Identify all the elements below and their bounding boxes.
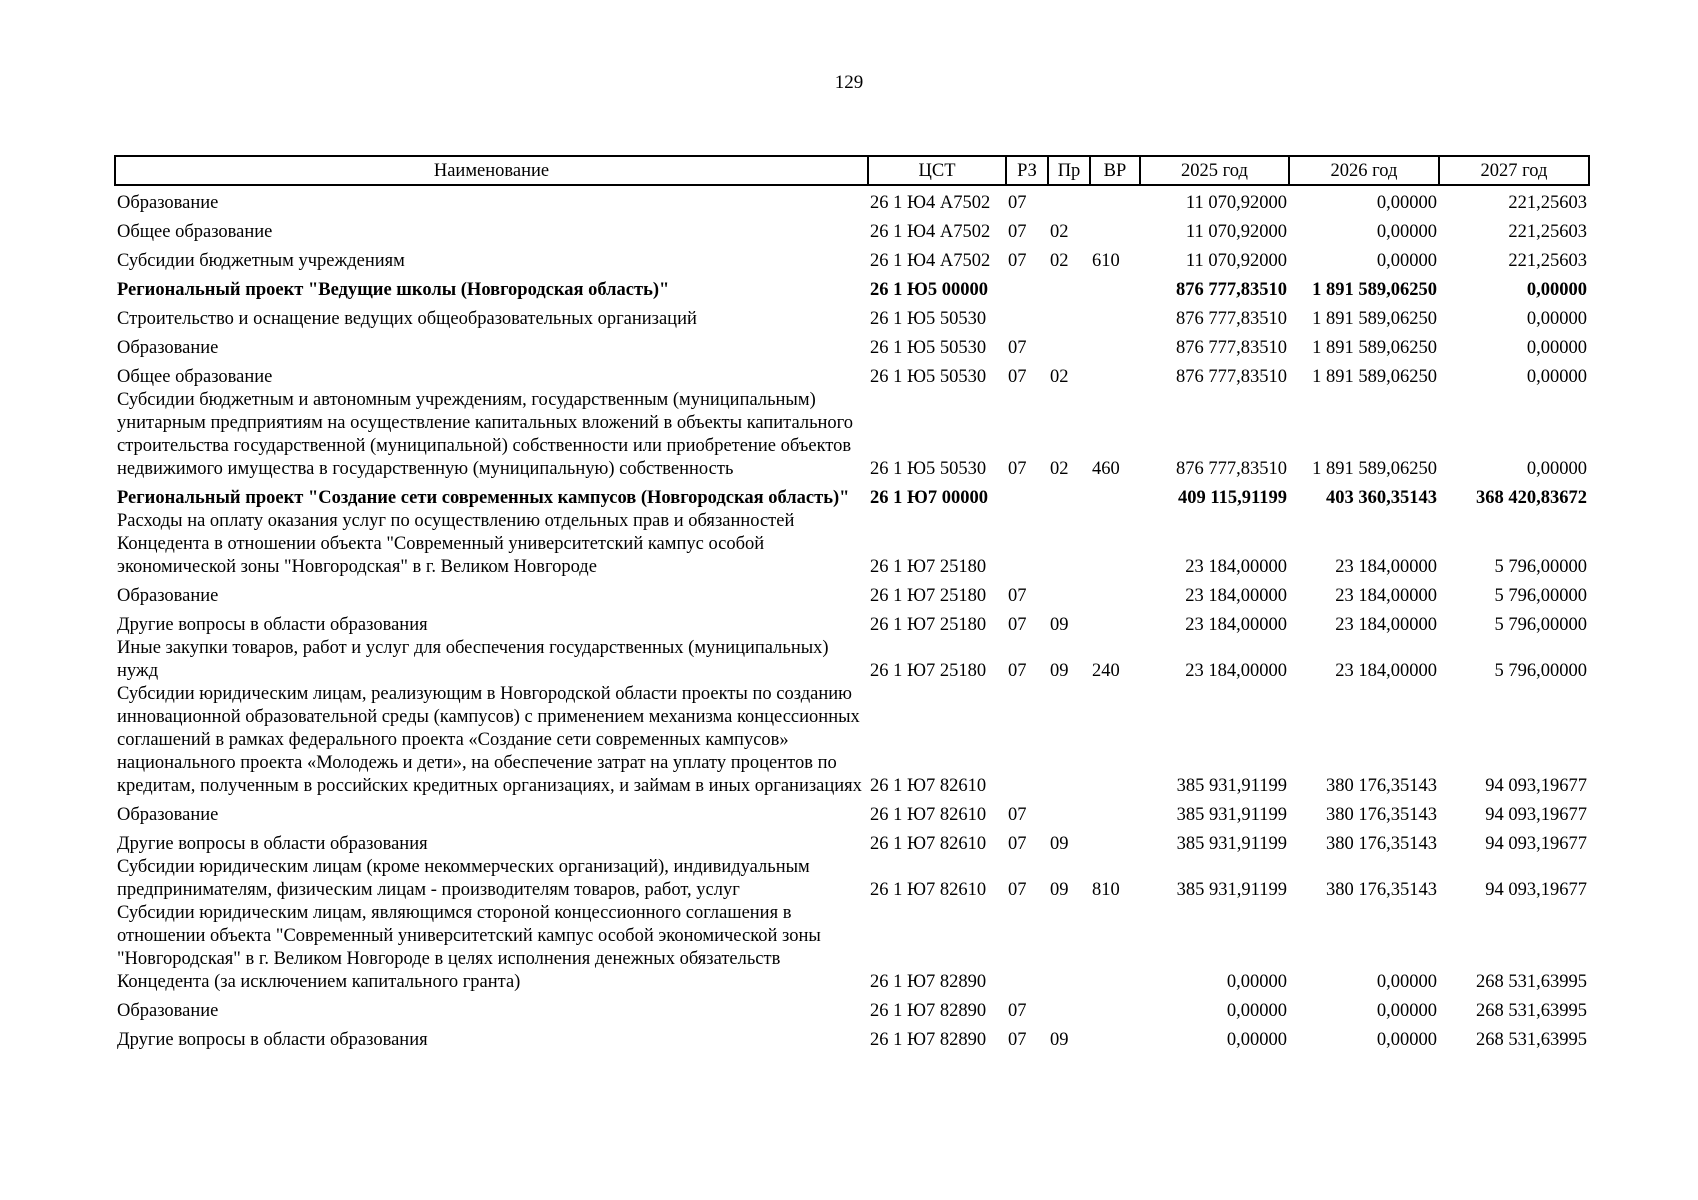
cell-2026: 0,00000 [1376,972,1437,992]
cell-2027: 94 093,19677 [1485,880,1587,900]
cell-pr [1048,902,1090,994]
cell-rz [1006,302,1048,331]
cell-rz [1006,273,1048,302]
cell-name: Региональный проект "Создание сети современных кампусов (Новгородская область)" [117,488,850,508]
cell-name: Субсидии юридическим лицам, являющимся стороной концессионного соглашения в отношении объекта "Современный университетский кампус особой экономической зоны "Новгородская" в г. Великом Новгороде в целях исполнения денежных обязательств Концедента (за исключением капитального гранта) [117,903,821,992]
cell-vr [1090,994,1140,1023]
cell-2025: 23 184,00000 [1185,557,1287,577]
cell-cst: 26 1 Ю5 50530 [870,459,987,479]
cell-name: Образование [117,338,219,358]
cell-name: Общее образование [117,367,273,387]
header-rz: РЗ [1006,156,1048,185]
table-row [115,389,1589,481]
cell-2025: 23 184,00000 [1185,661,1287,681]
table-row [115,185,1589,215]
cell-vr [1090,827,1140,856]
table-row [115,510,1589,579]
cell-rz: 07 [1008,880,1027,900]
cell-pr [1048,579,1090,608]
cell-rz: 07 [1008,367,1027,387]
cell-name: Другие вопросы в области образования [117,615,428,635]
cell-2026: 403 360,35143 [1326,488,1437,508]
cell-2027: 268 531,63995 [1476,972,1587,992]
cell-cst: 26 1 Ю7 82890 [870,972,987,992]
cell-2026: 1 891 589,06250 [1312,280,1437,300]
cell-pr: 02 [1050,222,1069,242]
cell-cst: 26 1 Ю7 25180 [870,586,987,606]
cell-2025: 23 184,00000 [1185,615,1287,635]
cell-2026: 0,00000 [1376,1030,1437,1050]
cell-2027: 94 093,19677 [1485,776,1587,796]
cell-2025: 876 777,83510 [1176,459,1287,479]
cell-cst: 26 1 Ю7 25180 [870,557,987,577]
cell-vr [1090,1023,1140,1052]
budget-table [114,155,1590,1052]
cell-2025: 0,00000 [1226,972,1287,992]
cell-cst: 26 1 Ю7 25180 [870,615,987,635]
cell-vr [1090,185,1140,215]
cell-cst: 26 1 Ю4 А7502 [870,251,991,271]
header-name: Наименование [115,156,868,185]
table-row [115,360,1589,389]
cell-cst: 26 1 Ю5 50530 [870,367,987,387]
cell-rz: 07 [1008,586,1027,606]
cell-2025: 876 777,83510 [1176,309,1287,329]
cell-2026: 0,00000 [1376,251,1437,271]
table-row [115,902,1589,994]
cell-2025: 0,00000 [1226,1001,1287,1021]
cell-2025: 11 070,92000 [1185,222,1287,242]
cell-2027: 5 796,00000 [1494,661,1587,681]
cell-cst: 26 1 Ю5 50530 [870,309,987,329]
table-row [115,827,1589,856]
cell-name: Строительство и оснащение ведущих общеобразовательных организаций [117,309,697,329]
cell-rz [1006,510,1048,579]
cell-2025: 385 931,91199 [1176,880,1287,900]
cell-name: Субсидии юридическим лицам (кроме некоммерческих организаций), индивидуальным предпринимателям, физическим лицам - производителям товаров, работ, услуг [117,857,810,900]
cell-cst: 26 1 Ю7 82890 [870,1001,987,1021]
cell-2025: 385 931,91199 [1176,805,1287,825]
cell-2027: 5 796,00000 [1494,586,1587,606]
cell-2026: 0,00000 [1376,222,1437,242]
cell-rz: 07 [1008,1030,1027,1050]
table-row [115,481,1589,510]
cell-vr [1090,360,1140,389]
cell-2026: 380 176,35143 [1326,834,1437,854]
cell-2026: 1 891 589,06250 [1312,367,1437,387]
cell-pr [1048,302,1090,331]
cell-vr [1090,510,1140,579]
cell-name: Расходы на оплату оказания услуг по осуществлению отдельных прав и обязанностей Концедента в отношении объекта "Современный университетский кампус особой экономической зоны "Новгородская" в г. Великом Новгороде [117,511,795,577]
table-body [115,185,1589,1052]
cell-2025: 23 184,00000 [1185,586,1287,606]
cell-rz: 07 [1008,661,1027,681]
header-2025: 2025 год [1140,156,1289,185]
table-row [115,331,1589,360]
cell-2027: 0,00000 [1526,338,1587,358]
table-row [115,215,1589,244]
cell-pr: 09 [1050,880,1069,900]
cell-2026: 1 891 589,06250 [1312,309,1437,329]
cell-rz: 07 [1008,338,1027,358]
cell-pr: 09 [1050,615,1069,635]
table-row [115,273,1589,302]
cell-2026: 380 176,35143 [1326,776,1437,796]
cell-vr [1090,902,1140,994]
table-row [115,856,1589,902]
cell-vr: 460 [1092,459,1120,479]
cell-cst: 26 1 Ю7 82610 [870,776,987,796]
cell-2025: 876 777,83510 [1176,338,1287,358]
cell-pr [1048,185,1090,215]
cell-pr: 09 [1050,1030,1069,1050]
table-row [115,637,1589,683]
cell-name: Образование [117,1001,219,1021]
cell-pr [1048,481,1090,510]
cell-cst: 26 1 Ю4 А7502 [870,193,991,213]
cell-rz: 07 [1008,459,1027,479]
cell-cst: 26 1 Ю5 50530 [870,338,987,358]
cell-2027: 368 420,83672 [1476,488,1587,508]
cell-rz [1006,902,1048,994]
cell-2026: 380 176,35143 [1326,805,1437,825]
cell-vr [1090,331,1140,360]
cell-2027: 0,00000 [1526,280,1587,300]
cell-2027: 0,00000 [1526,459,1587,479]
cell-cst: 26 1 Ю7 25180 [870,661,987,681]
table-header-row [115,156,1589,185]
cell-cst: 26 1 Ю7 82610 [870,805,987,825]
cell-2027: 268 531,63995 [1476,1030,1587,1050]
cell-cst: 26 1 Ю4 А7502 [870,222,991,242]
cell-2026: 380 176,35143 [1326,880,1437,900]
cell-rz: 07 [1008,834,1027,854]
cell-name: Другие вопросы в области образования [117,1030,428,1050]
cell-pr [1048,331,1090,360]
cell-name: Региональный проект "Ведущие школы (Новгородская область)" [117,280,670,300]
cell-2027: 221,25603 [1508,251,1587,271]
cell-name: Образование [117,193,219,213]
cell-rz: 07 [1008,193,1027,213]
cell-vr [1090,302,1140,331]
cell-2027: 221,25603 [1508,222,1587,242]
cell-2026: 0,00000 [1376,193,1437,213]
cell-name: Субсидии бюджетным и автономным учреждениям, государственным (муниципальным) унитарным предприятиям на осуществление капитальных вложений в объекты капитального строительства государственной (муниципальной) собственности или приобретение объектов недвижимого имущества в государственную (муниципальную) собственность [117,390,854,479]
cell-2025: 385 931,91199 [1176,834,1287,854]
cell-2027: 221,25603 [1508,193,1587,213]
cell-2026: 1 891 589,06250 [1312,459,1437,479]
cell-rz: 07 [1008,251,1027,271]
cell-name: Образование [117,805,219,825]
cell-2026: 23 184,00000 [1335,586,1437,606]
cell-2027: 94 093,19677 [1485,805,1587,825]
header-vr: ВР [1090,156,1140,185]
cell-name: Другие вопросы в области образования [117,834,428,854]
cell-name: Общее образование [117,222,273,242]
cell-2027: 0,00000 [1526,309,1587,329]
cell-2025: 385 931,91199 [1176,776,1287,796]
cell-2026: 1 891 589,06250 [1312,338,1437,358]
cell-pr: 02 [1050,459,1069,479]
cell-2025: 0,00000 [1226,1030,1287,1050]
table-row [115,244,1589,273]
cell-cst: 26 1 Ю7 82610 [870,880,987,900]
cell-cst: 26 1 Ю5 00000 [870,280,988,300]
cell-vr: 610 [1092,251,1120,271]
cell-2026: 0,00000 [1376,1001,1437,1021]
cell-vr: 240 [1092,661,1120,681]
cell-2027: 94 093,19677 [1485,834,1587,854]
cell-rz [1006,481,1048,510]
table-row [115,608,1589,637]
cell-rz: 07 [1008,805,1027,825]
cell-vr [1090,273,1140,302]
cell-vr [1090,798,1140,827]
cell-vr [1090,579,1140,608]
cell-vr [1090,608,1140,637]
cell-2027: 5 796,00000 [1494,557,1587,577]
cell-name: Субсидии бюджетным учреждениям [117,251,405,271]
table-row [115,579,1589,608]
cell-vr [1090,481,1140,510]
cell-cst: 26 1 Ю7 82610 [870,834,987,854]
cell-2026: 23 184,00000 [1335,557,1437,577]
cell-name: Иные закупки товаров, работ и услуг для обеспечения государственных (муниципальных) нужд [117,638,829,681]
cell-2026: 23 184,00000 [1335,615,1437,635]
table-row [115,1023,1589,1052]
header-2027: 2027 год [1439,156,1589,185]
cell-2025: 876 777,83510 [1176,280,1287,300]
cell-2025: 11 070,92000 [1185,193,1287,213]
cell-pr [1048,510,1090,579]
cell-pr [1048,798,1090,827]
table-row [115,994,1589,1023]
cell-pr: 09 [1050,834,1069,854]
cell-pr: 09 [1050,661,1069,681]
header-pr: Пр [1048,156,1090,185]
cell-vr [1090,215,1140,244]
cell-2027: 0,00000 [1526,367,1587,387]
header-2026: 2026 год [1289,156,1439,185]
cell-2025: 409 115,91199 [1178,488,1287,508]
page-number: 129 [834,72,864,93]
table-row [115,302,1589,331]
cell-pr: 02 [1050,251,1069,271]
cell-name: Субсидии юридическим лицам, реализующим в Новгородской области проекты по созданию инновационной образовательной среды (кампусов) с применением механизма концессионных соглашений в рамках федерального проекта «Создание сети современных кампусов» национального проекта «Молодежь и дети», на обеспечение затрат на уплату процентов по кредитам, полученным в российских кредитных организациях, и займам в иных организациях [117,684,862,796]
cell-vr [1090,683,1140,798]
cell-pr [1048,273,1090,302]
cell-pr [1048,683,1090,798]
cell-rz: 07 [1008,1001,1027,1021]
cell-pr [1048,994,1090,1023]
cell-cst: 26 1 Ю7 00000 [870,488,988,508]
cell-vr: 810 [1092,880,1120,900]
cell-rz: 07 [1008,615,1027,635]
cell-2025: 11 070,92000 [1185,251,1287,271]
header-cst: ЦСТ [868,156,1006,185]
cell-2027: 5 796,00000 [1494,615,1587,635]
cell-name: Образование [117,586,219,606]
cell-2027: 268 531,63995 [1476,1001,1587,1021]
table-row [115,683,1589,798]
cell-cst: 26 1 Ю7 82890 [870,1030,987,1050]
cell-rz [1006,683,1048,798]
cell-2025: 876 777,83510 [1176,367,1287,387]
cell-rz: 07 [1008,222,1027,242]
table-row [115,798,1589,827]
cell-2026: 23 184,00000 [1335,661,1437,681]
cell-pr: 02 [1050,367,1069,387]
